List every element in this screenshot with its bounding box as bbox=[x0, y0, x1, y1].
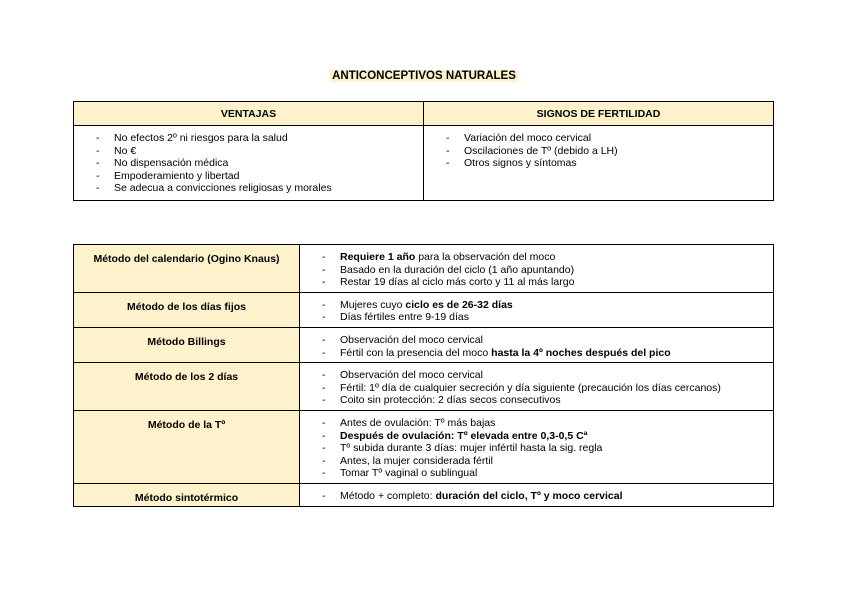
list-item: - Coito sin protección: 2 días secos consecutivos bbox=[300, 394, 773, 407]
list-item: - No efectos 2º ni riesgos para la salud bbox=[74, 132, 423, 145]
method-name: Método de los 2 días bbox=[74, 363, 300, 411]
list-item: - Después de ovulación: Tº elevada entre 0,3-0,5 Cª bbox=[300, 430, 773, 443]
method-row bbox=[74, 410, 774, 483]
list-item: - Observación del moco cervical bbox=[300, 369, 773, 382]
list-item: - Mujeres cuyo ciclo es de 26-32 días bbox=[300, 299, 773, 312]
method-name: Método de los días fijos bbox=[74, 292, 300, 327]
list-item: - Días fértiles entre 9-19 días bbox=[300, 311, 773, 324]
ventajas-cell bbox=[74, 126, 424, 201]
method-row bbox=[74, 363, 774, 411]
method-name: Método Billings bbox=[74, 327, 300, 362]
method-name: Método sintotérmico bbox=[74, 483, 300, 506]
method-row bbox=[74, 245, 774, 293]
advantages-signs-table bbox=[73, 101, 774, 201]
signos-list bbox=[424, 126, 773, 170]
list-item: - Restar 19 días al ciclo más corto y 11 al más largo bbox=[300, 276, 773, 289]
methods-table bbox=[73, 244, 774, 507]
method-row bbox=[74, 327, 774, 362]
list-item: - Se adecua a convicciones religiosas y morales bbox=[74, 182, 423, 195]
ventajas-list bbox=[74, 126, 423, 195]
page-title: ANTICONCEPTIVOS NATURALES bbox=[332, 70, 516, 82]
header-signos: SIGNOS DE FERTILIDAD bbox=[424, 102, 774, 126]
method-name: Método de la Tº bbox=[74, 410, 300, 483]
list-item: - Método + completo: duración del ciclo, Tº y moco cervical bbox=[300, 490, 773, 503]
method-details bbox=[300, 483, 774, 506]
method-row bbox=[74, 483, 774, 506]
list-item: - Requiere 1 año para la observación del moco bbox=[300, 251, 773, 264]
list-item: - Antes, la mujer considerada fértil bbox=[300, 455, 773, 468]
list-item: - Oscilaciones de Tº (debido a LH) bbox=[424, 145, 773, 158]
list-item: - Tomar Tº vaginal o sublingual bbox=[300, 467, 773, 480]
list-item: - Observación del moco cervical bbox=[300, 334, 773, 347]
method-name: Método del calendario (Ogino Knaus) bbox=[74, 245, 300, 293]
list-item: - No dispensación médica bbox=[74, 157, 423, 170]
list-item: - Fértil con la presencia del moco hasta la 4º noches después del pico bbox=[300, 347, 773, 360]
header-ventajas: VENTAJAS bbox=[74, 102, 424, 126]
list-item: - Tº subida durante 3 días: mujer infértil hasta la sig. regla bbox=[300, 442, 773, 455]
list-item: - Fértil: 1º día de cualquier secreción y día siguiente (precaución los días cercanos) bbox=[300, 382, 773, 395]
list-item: - Empoderamiento y libertad bbox=[74, 170, 423, 183]
method-details bbox=[300, 327, 774, 362]
method-details bbox=[300, 292, 774, 327]
list-item: - No € bbox=[74, 145, 423, 158]
method-details bbox=[300, 245, 774, 293]
list-item: - Basado en la duración del ciclo (1 año apuntando) bbox=[300, 264, 773, 277]
method-details bbox=[300, 363, 774, 411]
list-item: - Variación del moco cervical bbox=[424, 132, 773, 145]
list-item: - Antes de ovulación: Tº más bajas bbox=[300, 417, 773, 430]
method-details bbox=[300, 410, 774, 483]
signos-cell bbox=[424, 126, 774, 201]
list-item: - Otros signos y síntomas bbox=[424, 157, 773, 170]
method-row bbox=[74, 292, 774, 327]
